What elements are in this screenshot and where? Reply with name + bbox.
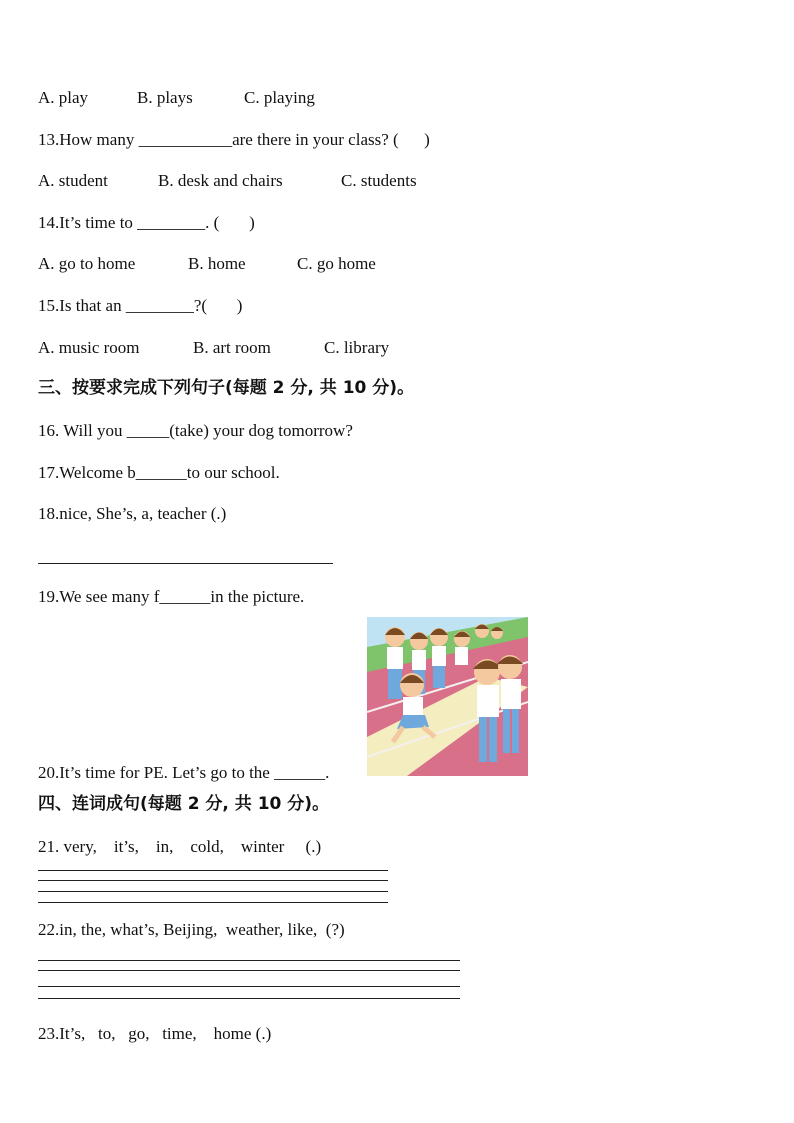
question-13: 13.How many ___________are there in your class? ( ) bbox=[38, 130, 430, 149]
answer-line-22-4[interactable] bbox=[38, 998, 460, 999]
question-23: 23.It’s, to, go, time, home (.) bbox=[38, 1024, 272, 1043]
answer-line-21-4[interactable] bbox=[38, 902, 388, 903]
question-18: 18.nice, She’s, a, teacher (.) bbox=[38, 504, 227, 523]
question-19: 19.We see many f______in the picture. bbox=[38, 587, 305, 606]
question-14: 14.It’s time to ________. ( ) bbox=[38, 213, 255, 232]
question-16: 16. Will you _____(take) your dog tomorrow? bbox=[38, 421, 353, 440]
q14-option-c: C. go home bbox=[297, 254, 376, 273]
q12-option-b: B. plays bbox=[137, 88, 193, 107]
q13-option-b: B. desk and chairs bbox=[158, 171, 283, 190]
section-3-title: 三、按要求完成下列句子(每题 2 分, 共 10 分)。 bbox=[38, 378, 415, 398]
answer-line-22-1[interactable] bbox=[38, 960, 460, 961]
question-22: 22.in, the, what’s, Beijing, weather, like, (?) bbox=[38, 920, 345, 939]
answer-line-21-2[interactable] bbox=[38, 880, 388, 881]
q13-option-a: A. student bbox=[38, 171, 108, 190]
q13-option-c: C. students bbox=[341, 171, 417, 190]
q15-option-a: A. music room bbox=[38, 338, 140, 357]
question-17: 17.Welcome b______to our school. bbox=[38, 463, 280, 482]
answer-line-21-1[interactable] bbox=[38, 870, 388, 871]
q15-option-b: B. art room bbox=[193, 338, 271, 357]
answer-line-22-3[interactable] bbox=[38, 986, 460, 987]
question-15: 15.Is that an ________?( ) bbox=[38, 296, 243, 315]
answer-line-22-2[interactable] bbox=[38, 970, 460, 971]
question-21: 21. very, it’s, in, cold, winter (.) bbox=[38, 837, 322, 856]
q15-option-c: C. library bbox=[324, 338, 390, 357]
q14-option-a: A. go to home bbox=[38, 254, 136, 273]
q12-option-a: A. play bbox=[38, 88, 89, 107]
q12-option-c: C. playing bbox=[244, 88, 315, 107]
question-20: 20.It’s time for PE. Let’s go to the ______. bbox=[38, 763, 330, 782]
sports-track-picture bbox=[367, 617, 528, 776]
answer-line-21-3[interactable] bbox=[38, 891, 388, 892]
section-4-title: 四、连词成句(每题 2 分, 共 10 分)。 bbox=[38, 794, 330, 814]
q14-option-b: B. home bbox=[188, 254, 246, 273]
answer-line-18[interactable] bbox=[38, 563, 333, 564]
